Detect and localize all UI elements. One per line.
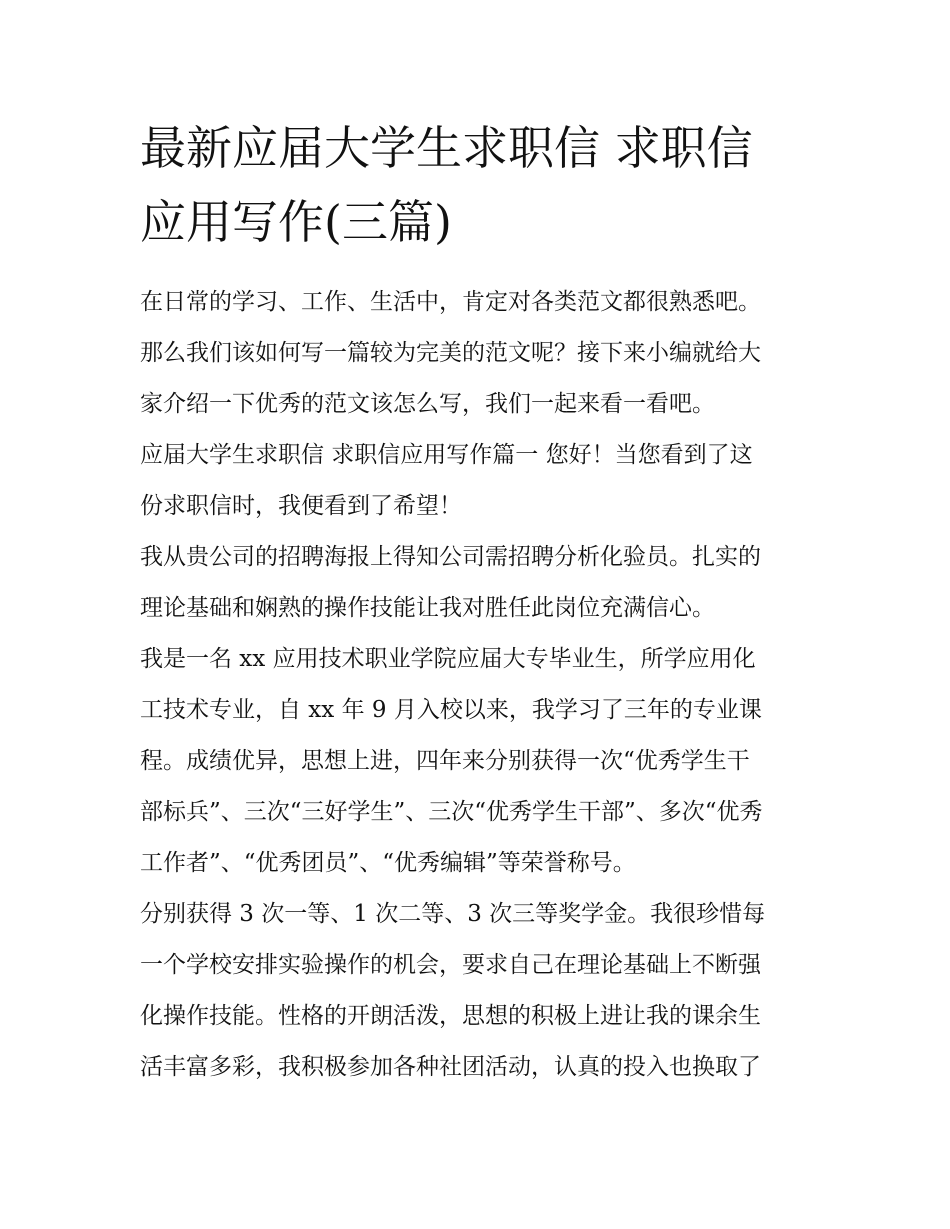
body-line: 化操作技能。性格的开朗活泼，思想的积极上进让我的课余生 <box>140 1003 761 1029</box>
body-line: 家介绍一下优秀的范文该怎么写，我们一起来看一看吧。 <box>140 391 715 417</box>
document-title <box>140 118 820 266</box>
body-line: 份求职信时，我便看到了希望！ <box>140 493 462 519</box>
body-line: 我是一名 xx 应用技术职业学院应届大专毕业生，所学应用化 <box>140 646 756 672</box>
body-line: 分别获得 3 次一等、1 次二等、3 次三等奖学金。我很珍惜每 <box>140 901 766 927</box>
body-line: 一个学校安排实验操作的机会，要求自己在理论基础上不断强 <box>140 952 761 978</box>
body-line: 那么我们该如何写一篇较为完美的范文呢？接下来小编就给大 <box>140 340 761 366</box>
body-line: 活丰富多彩，我积极参加各种社团活动，认真的投入也换取了 <box>140 1054 761 1080</box>
body-line: 工技术专业，自 xx 年 9 月入校以来，我学习了三年的专业课 <box>140 697 762 723</box>
document-body <box>140 283 820 1099</box>
title-line: 最新应届大学生求职信 求职信 <box>140 121 753 175</box>
body-line: 在日常的学习、工作、生活中，肯定对各类范文都很熟悉吧。 <box>140 289 761 315</box>
body-line: 程。成绩优异，思想上进，四年来分别获得一次“优秀学生干 <box>140 748 750 774</box>
body-line: 部标兵”、三次“三好学生”、三次“优秀学生干部”、多次“优秀 <box>140 799 763 825</box>
body-line: 我从贵公司的招聘海报上得知公司需招聘分析化验员。扎实的 <box>140 544 761 570</box>
title-line: 应用写作(三篇) <box>140 195 452 249</box>
body-line: 应届大学生求职信 求职信应用写作篇一 您好！当您看到了这 <box>140 442 753 468</box>
body-line: 工作者”、“优秀团员”、“优秀编辑”等荣誉称号。 <box>140 850 636 876</box>
body-line: 理论基础和娴熟的操作技能让我对胜任此岗位充满信心。 <box>140 595 715 621</box>
